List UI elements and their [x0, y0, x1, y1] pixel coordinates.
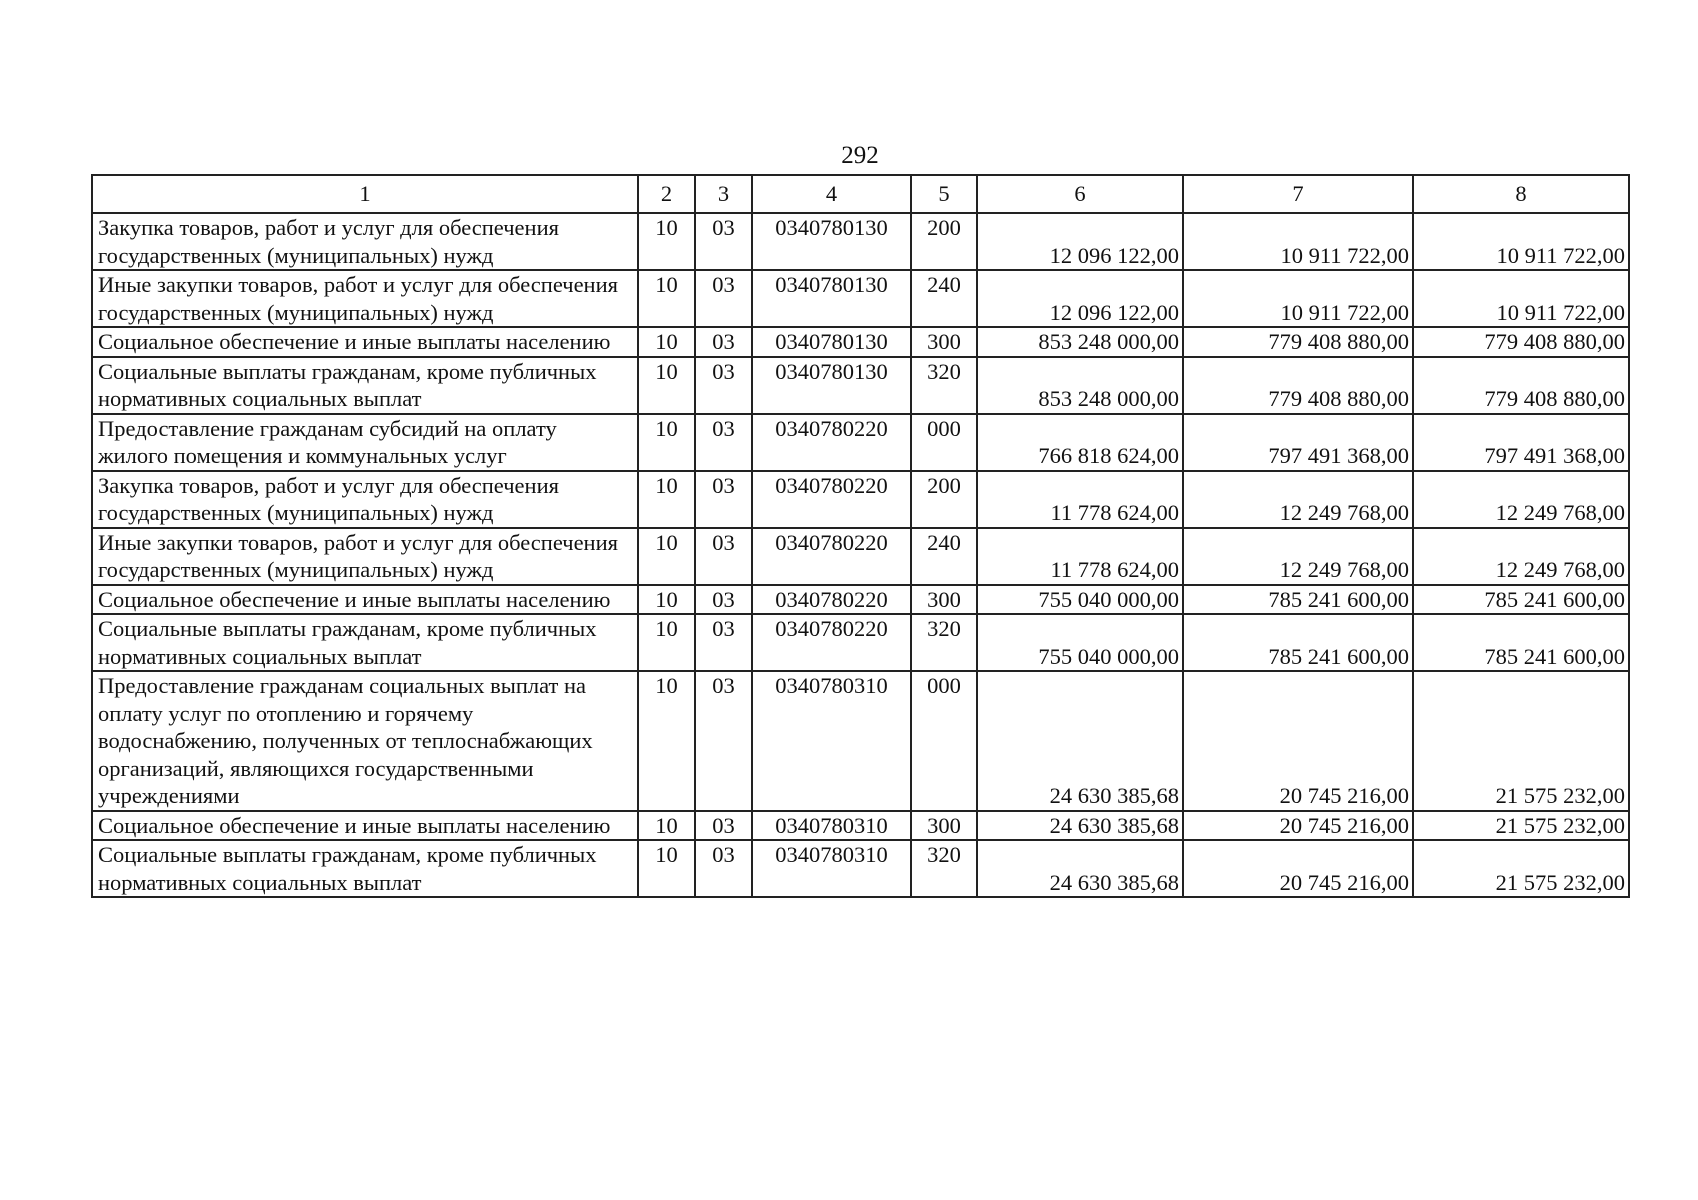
section-code-cell: 10 — [638, 213, 695, 270]
amount-cell-col6: 11 778 624,00 — [977, 471, 1183, 528]
amount-cell-col7: 785 241 600,00 — [1183, 614, 1413, 671]
section-code-cell: 10 — [638, 327, 695, 357]
target-article-cell: 0340780310 — [752, 671, 911, 811]
section-code-cell: 10 — [638, 671, 695, 811]
row-name-cell: Закупка товаров, работ и услуг для обеспечения государственных (муниципальных) нужд — [92, 213, 638, 270]
subsection-code-cell: 03 — [695, 327, 752, 357]
amount-cell-col8: 779 408 880,00 — [1413, 327, 1629, 357]
target-article-cell: 0340780310 — [752, 811, 911, 841]
section-code-cell: 10 — [638, 414, 695, 471]
amount-cell-col7: 10 911 722,00 — [1183, 270, 1413, 327]
section-code-cell: 10 — [638, 840, 695, 897]
table-row — [92, 471, 1629, 528]
expense-type-cell: 300 — [911, 585, 977, 615]
table-row — [92, 671, 1629, 811]
amount-cell-col8: 12 249 768,00 — [1413, 528, 1629, 585]
amount-cell-col8: 797 491 368,00 — [1413, 414, 1629, 471]
amount-cell-col6: 24 630 385,68 — [977, 840, 1183, 897]
target-article-cell: 0340780220 — [752, 414, 911, 471]
amount-cell-col7: 779 408 880,00 — [1183, 327, 1413, 357]
subsection-code-cell: 03 — [695, 528, 752, 585]
amount-cell-col7: 20 745 216,00 — [1183, 840, 1413, 897]
target-article-cell: 0340780130 — [752, 327, 911, 357]
amount-cell-col7: 779 408 880,00 — [1183, 357, 1413, 414]
subsection-code-cell: 03 — [695, 614, 752, 671]
table-row — [92, 327, 1629, 357]
amount-cell-col6: 755 040 000,00 — [977, 585, 1183, 615]
amount-cell-col7: 785 241 600,00 — [1183, 585, 1413, 615]
header-cell: 7 — [1183, 175, 1413, 213]
table-row — [92, 840, 1629, 897]
amount-cell-col6: 12 096 122,00 — [977, 270, 1183, 327]
table-body — [92, 175, 1629, 897]
expense-type-cell: 200 — [911, 213, 977, 270]
expense-type-cell: 320 — [911, 840, 977, 897]
subsection-code-cell: 03 — [695, 840, 752, 897]
amount-cell-col7: 12 249 768,00 — [1183, 528, 1413, 585]
header-cell: 2 — [638, 175, 695, 213]
subsection-code-cell: 03 — [695, 270, 752, 327]
target-article-cell: 0340780310 — [752, 840, 911, 897]
target-article-cell: 0340780220 — [752, 585, 911, 615]
section-code-cell: 10 — [638, 357, 695, 414]
expense-type-cell: 300 — [911, 811, 977, 841]
table-row — [92, 213, 1629, 270]
amount-cell-col6: 853 248 000,00 — [977, 327, 1183, 357]
section-code-cell: 10 — [638, 811, 695, 841]
header-cell: 1 — [92, 175, 638, 213]
subsection-code-cell: 03 — [695, 213, 752, 270]
page-number: 292 — [841, 142, 879, 169]
amount-cell-col8: 12 249 768,00 — [1413, 471, 1629, 528]
amount-cell-col6: 766 818 624,00 — [977, 414, 1183, 471]
expense-type-cell: 240 — [911, 270, 977, 327]
amount-cell-col8: 21 575 232,00 — [1413, 671, 1629, 811]
row-name-cell: Социальное обеспечение и иные выплаты населению — [92, 327, 638, 357]
row-name-cell: Социальное обеспечение и иные выплаты населению — [92, 811, 638, 841]
expense-type-cell: 320 — [911, 357, 977, 414]
target-article-cell: 0340780130 — [752, 270, 911, 327]
expense-type-cell: 240 — [911, 528, 977, 585]
target-article-cell: 0340780220 — [752, 614, 911, 671]
header-cell: 6 — [977, 175, 1183, 213]
amount-cell-col8: 785 241 600,00 — [1413, 585, 1629, 615]
row-name-cell: Иные закупки товаров, работ и услуг для обеспечения государственных (муниципальных) нужд — [92, 528, 638, 585]
subsection-code-cell: 03 — [695, 471, 752, 528]
amount-cell-col8: 785 241 600,00 — [1413, 614, 1629, 671]
section-code-cell: 10 — [638, 528, 695, 585]
expense-type-cell: 320 — [911, 614, 977, 671]
section-code-cell: 10 — [638, 471, 695, 528]
header-cell: 4 — [752, 175, 911, 213]
amount-cell-col8: 779 408 880,00 — [1413, 357, 1629, 414]
amount-cell-col6: 755 040 000,00 — [977, 614, 1183, 671]
amount-cell-col6: 12 096 122,00 — [977, 213, 1183, 270]
row-name-cell: Предоставление гражданам социальных выплат на оплату услуг по отоплению и горячему водоснабжению, полученных от теплоснабжающих организаций, являющихся государственными учреждениями — [92, 671, 638, 811]
subsection-code-cell: 03 — [695, 811, 752, 841]
amount-cell-col7: 12 249 768,00 — [1183, 471, 1413, 528]
row-name-cell: Закупка товаров, работ и услуг для обеспечения государственных (муниципальных) нужд — [92, 471, 638, 528]
table-row — [92, 270, 1629, 327]
amount-cell-col8: 10 911 722,00 — [1413, 270, 1629, 327]
budget-table — [91, 174, 1630, 898]
target-article-cell: 0340780130 — [752, 357, 911, 414]
section-code-cell: 10 — [638, 585, 695, 615]
amount-cell-col6: 24 630 385,68 — [977, 671, 1183, 811]
table-row — [92, 414, 1629, 471]
header-cell: 5 — [911, 175, 977, 213]
table-row — [92, 811, 1629, 841]
amount-cell-col6: 853 248 000,00 — [977, 357, 1183, 414]
amount-cell-col7: 797 491 368,00 — [1183, 414, 1413, 471]
table-row — [92, 528, 1629, 585]
expense-type-cell: 200 — [911, 471, 977, 528]
expense-type-cell: 300 — [911, 327, 977, 357]
section-code-cell: 10 — [638, 270, 695, 327]
header-cell: 8 — [1413, 175, 1629, 213]
expense-type-cell: 000 — [911, 671, 977, 811]
header-cell: 3 — [695, 175, 752, 213]
subsection-code-cell: 03 — [695, 414, 752, 471]
subsection-code-cell: 03 — [695, 357, 752, 414]
subsection-code-cell: 03 — [695, 585, 752, 615]
amount-cell-col6: 24 630 385,68 — [977, 811, 1183, 841]
amount-cell-col6: 11 778 624,00 — [977, 528, 1183, 585]
target-article-cell: 0340780130 — [752, 213, 911, 270]
row-name-cell: Социальное обеспечение и иные выплаты населению — [92, 585, 638, 615]
amount-cell-col7: 20 745 216,00 — [1183, 671, 1413, 811]
table-header-row — [92, 175, 1629, 213]
row-name-cell: Социальные выплаты гражданам, кроме публичных нормативных социальных выплат — [92, 840, 638, 897]
subsection-code-cell: 03 — [695, 671, 752, 811]
amount-cell-col7: 20 745 216,00 — [1183, 811, 1413, 841]
row-name-cell: Социальные выплаты гражданам, кроме публичных нормативных социальных выплат — [92, 614, 638, 671]
target-article-cell: 0340780220 — [752, 471, 911, 528]
row-name-cell: Иные закупки товаров, работ и услуг для обеспечения государственных (муниципальных) нужд — [92, 270, 638, 327]
amount-cell-col8: 10 911 722,00 — [1413, 213, 1629, 270]
expense-type-cell: 000 — [911, 414, 977, 471]
table-row — [92, 585, 1629, 615]
amount-cell-col7: 10 911 722,00 — [1183, 213, 1413, 270]
section-code-cell: 10 — [638, 614, 695, 671]
row-name-cell: Предоставление гражданам субсидий на оплату жилого помещения и коммунальных услуг — [92, 414, 638, 471]
target-article-cell: 0340780220 — [752, 528, 911, 585]
amount-cell-col8: 21 575 232,00 — [1413, 840, 1629, 897]
row-name-cell: Социальные выплаты гражданам, кроме публичных нормативных социальных выплат — [92, 357, 638, 414]
amount-cell-col8: 21 575 232,00 — [1413, 811, 1629, 841]
table-row — [92, 357, 1629, 414]
table-row — [92, 614, 1629, 671]
